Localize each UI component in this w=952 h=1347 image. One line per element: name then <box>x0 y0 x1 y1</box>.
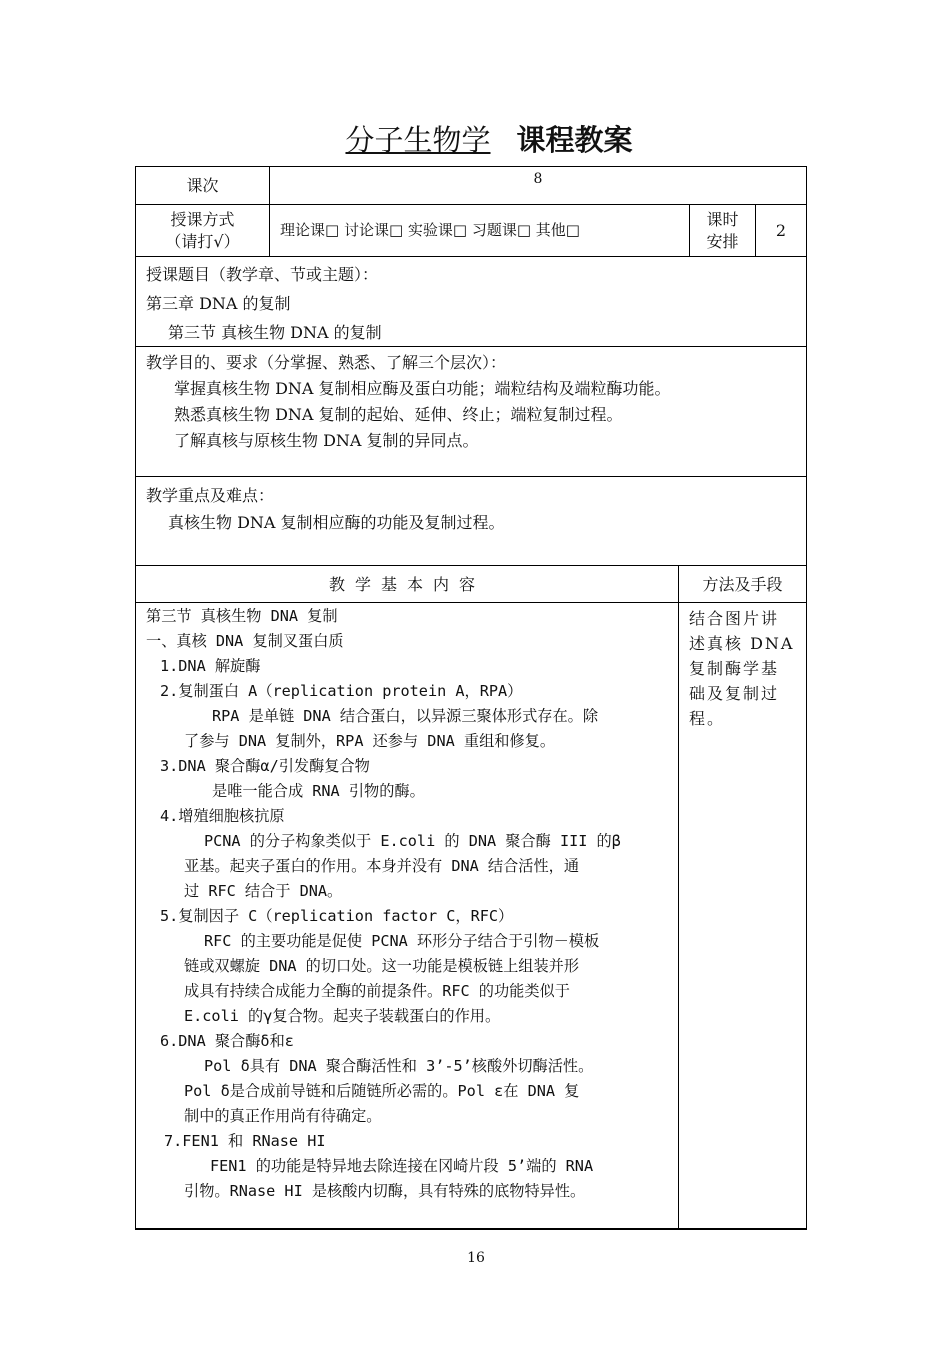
content-line: 2.复制蛋白 A（replication protein A，RPA） <box>160 682 523 700</box>
methods-header: 方法及手段 <box>702 574 783 594</box>
content-line: 4.增殖细胞核抗原 <box>160 807 285 825</box>
methods-line: 述真核 DNA <box>689 634 795 653</box>
lesson-plan-table <box>135 166 807 1230</box>
content-line: 成具有持续合成能力全酶的前提条件。RFC 的功能类似于 <box>184 982 570 1000</box>
content-line: RFC 的主要功能是促使 PCNA 环形分子结合于引物－模板 <box>204 932 600 950</box>
objective-line-2: 熟悉真核生物 DNA 复制的起始、延伸、终止；端粒复制过程。 <box>174 405 623 424</box>
content-header: 教学基本内容 <box>328 574 485 594</box>
methods-line: 结合图片讲 <box>689 609 780 628</box>
content-line: 3.DNA 聚合酶α/引发酶复合物 <box>160 757 370 775</box>
content-line: 6.DNA 聚合酶δ和ε <box>160 1032 294 1050</box>
content-line: 7.FEN1 和 RNase HI <box>164 1132 326 1150</box>
key-point-line-1: 真核生物 DNA 复制相应酶的功能及复制过程。 <box>168 513 505 532</box>
mode-label <box>136 205 269 256</box>
content-body <box>136 604 678 1224</box>
methods-line: 础及复制过 <box>689 684 780 703</box>
content-line: 了参与 DNA 复制外，RPA 还参与 DNA 重组和修复。 <box>184 732 556 750</box>
page-title <box>0 120 952 160</box>
mode-options: 理论课□ 讨论课□ 实验课□ 习题课□ 其他□ <box>280 221 580 239</box>
course-name: 分子生物学 <box>345 123 491 157</box>
objective-line-3: 了解真核与原核生物 DNA 复制的异同点。 <box>174 431 479 450</box>
key-points-heading: 教学重点及难点： <box>146 486 275 505</box>
mode-label-line-1: 授课方式 <box>170 209 235 229</box>
content-line: 1.DNA 解旋酶 <box>160 657 261 675</box>
methods-line: 复制酶学基 <box>689 659 780 678</box>
lesson-label: 课次 <box>186 176 219 195</box>
content-line: 链或双螺旋 DNA 的切口处。这一功能是模板链上组装并形 <box>184 957 580 975</box>
lesson-value: 8 <box>533 171 543 187</box>
content-line: 引物。RNase HI 是核酸内切酶，具有特殊的底物特异性。 <box>184 1182 586 1200</box>
key-points-section <box>136 482 806 565</box>
content-line: Pol δ是合成前导链和后随链所必需的。Pol ε在 DNA 复 <box>184 1082 580 1100</box>
hours-label-line-2: 安排 <box>706 231 739 251</box>
mode-label-line-2: （请打√） <box>165 231 240 251</box>
topic-heading: 授课题目（教学章、节或主题）： <box>146 265 379 284</box>
content-line: 是唯一能合成 RNA 引物的酶。 <box>212 782 425 800</box>
topic-line-2: 第三节 真核生物 DNA 的复制 <box>168 323 382 342</box>
hours-value: 2 <box>775 221 787 240</box>
content-line: FEN1 的功能是特异地去除连接在冈崎片段 5’端的 RNA <box>210 1157 594 1175</box>
content-line: 第三节 真核生物 DNA 复制 <box>146 607 338 625</box>
content-line: 过 RFC 结合于 DNA。 <box>184 882 343 900</box>
content-line: 5.复制因子 C（replication factor C，RFC） <box>160 907 514 925</box>
content-line: E.coli 的γ复合物。起夹子装载蛋白的作用。 <box>184 1007 501 1025</box>
page-number: 16 <box>467 1250 485 1266</box>
content-line: 亚基。起夹子蛋白的作用。本身并没有 DNA 结合活性，通 <box>184 857 580 875</box>
methods-body <box>689 606 803 806</box>
content-line: 一、真核 DNA 复制叉蛋白质 <box>146 632 344 650</box>
hours-label-line-1: 课时 <box>706 209 739 229</box>
topic-section <box>136 260 806 346</box>
hours-label <box>690 205 755 256</box>
objectives-section <box>136 350 806 476</box>
objective-line-1: 掌握真核生物 DNA 复制相应酶及蛋白功能；端粒结构及端粒酶功能。 <box>174 379 671 398</box>
content-line: RPA 是单链 DNA 结合蛋白，以异源三聚体形式存在。除 <box>212 707 599 725</box>
content-line: Pol δ具有 DNA 聚合酶活性和 3’-5’核酸外切酶活性。 <box>204 1057 594 1075</box>
content-line: PCNA 的分子构象类似于 E.coli 的 DNA 聚合酶 III 的β <box>204 832 621 850</box>
topic-line-1: 第三章 DNA 的复制 <box>146 294 291 313</box>
methods-line: 程。 <box>689 709 726 728</box>
title-suffix: 课程教案 <box>516 123 633 157</box>
content-line: 制中的真正作用尚有待确定。 <box>184 1107 382 1125</box>
objectives-heading: 教学目的、要求（分掌握、熟悉、了解三个层次）： <box>146 353 507 372</box>
